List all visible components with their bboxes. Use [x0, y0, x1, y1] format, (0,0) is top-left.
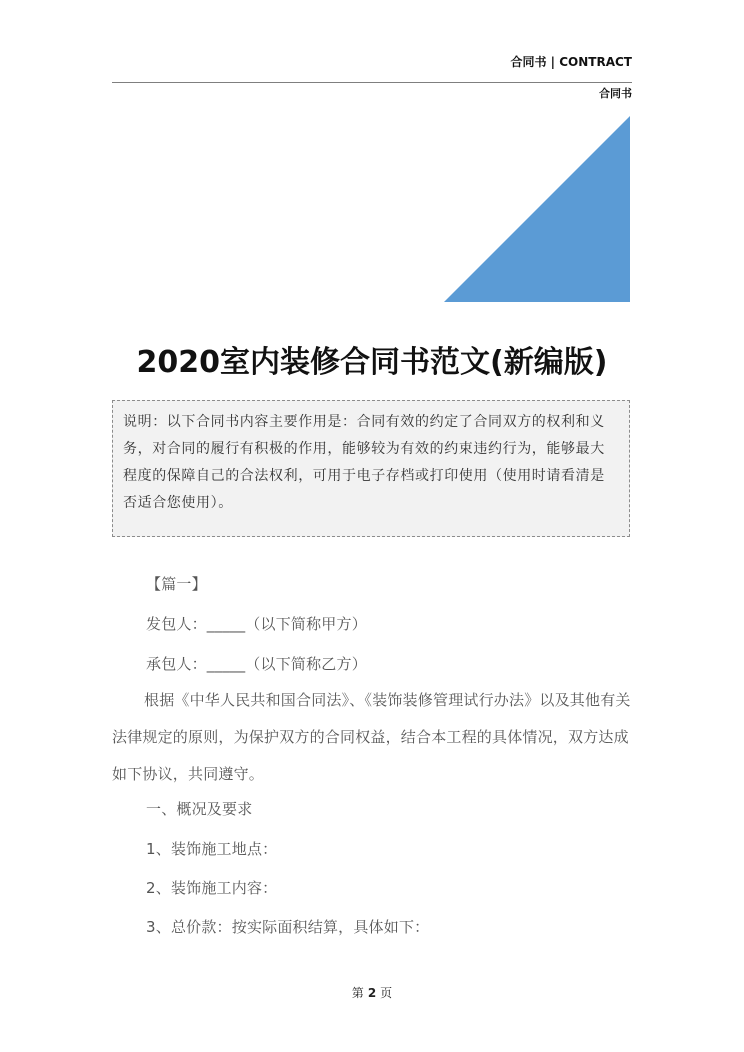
party-a-line: 发包人：_____（以下简称甲方） [146, 615, 367, 633]
page-number: 2 [367, 986, 377, 1000]
intro-paragraph: 根据《中华人民共和国合同法》、《装饰装修管理试行办法》以及其他有关法律规定的原则，为保护双方的合同权益，结合本工程的具体情况，双方达成如下协议，共同遵守。 [112, 691, 631, 783]
header-divider [112, 82, 632, 83]
section-tag: 【篇一】 [146, 575, 207, 593]
footer-suffix: 页 [380, 986, 393, 1000]
item-content: 2、装饰施工内容： [146, 879, 278, 897]
decorative-triangle [444, 116, 630, 302]
document-title: 2020室内装修合同书范文(新编版) [136, 345, 608, 380]
page-footer [0, 984, 744, 1001]
header-contract-label: 合同书 | CONTRACT [510, 55, 632, 69]
item-total-price: 3、总价款：按实际面积结算，具体如下： [146, 918, 430, 936]
item-location: 1、装饰施工地点： [146, 840, 278, 858]
triangle-shape [444, 116, 630, 302]
footer-prefix: 第 [351, 986, 364, 1000]
section-heading-overview: 一、概况及要求 [146, 800, 253, 818]
party-b-line: 承包人：_____（以下简称乙方） [146, 655, 367, 673]
notice-box: 说明：以下合同书内容主要作用是：合同有效的约定了合同双方的权利和义务，对合同的履行有积极的作用，能够较为有效的约束违约行为，能够最大程度的保障自己的合法权利，可用于电子存档或打印使用（使用时请看清是否适合您使用）。 [112, 400, 630, 537]
header-sublabel: 合同书 [599, 87, 632, 100]
